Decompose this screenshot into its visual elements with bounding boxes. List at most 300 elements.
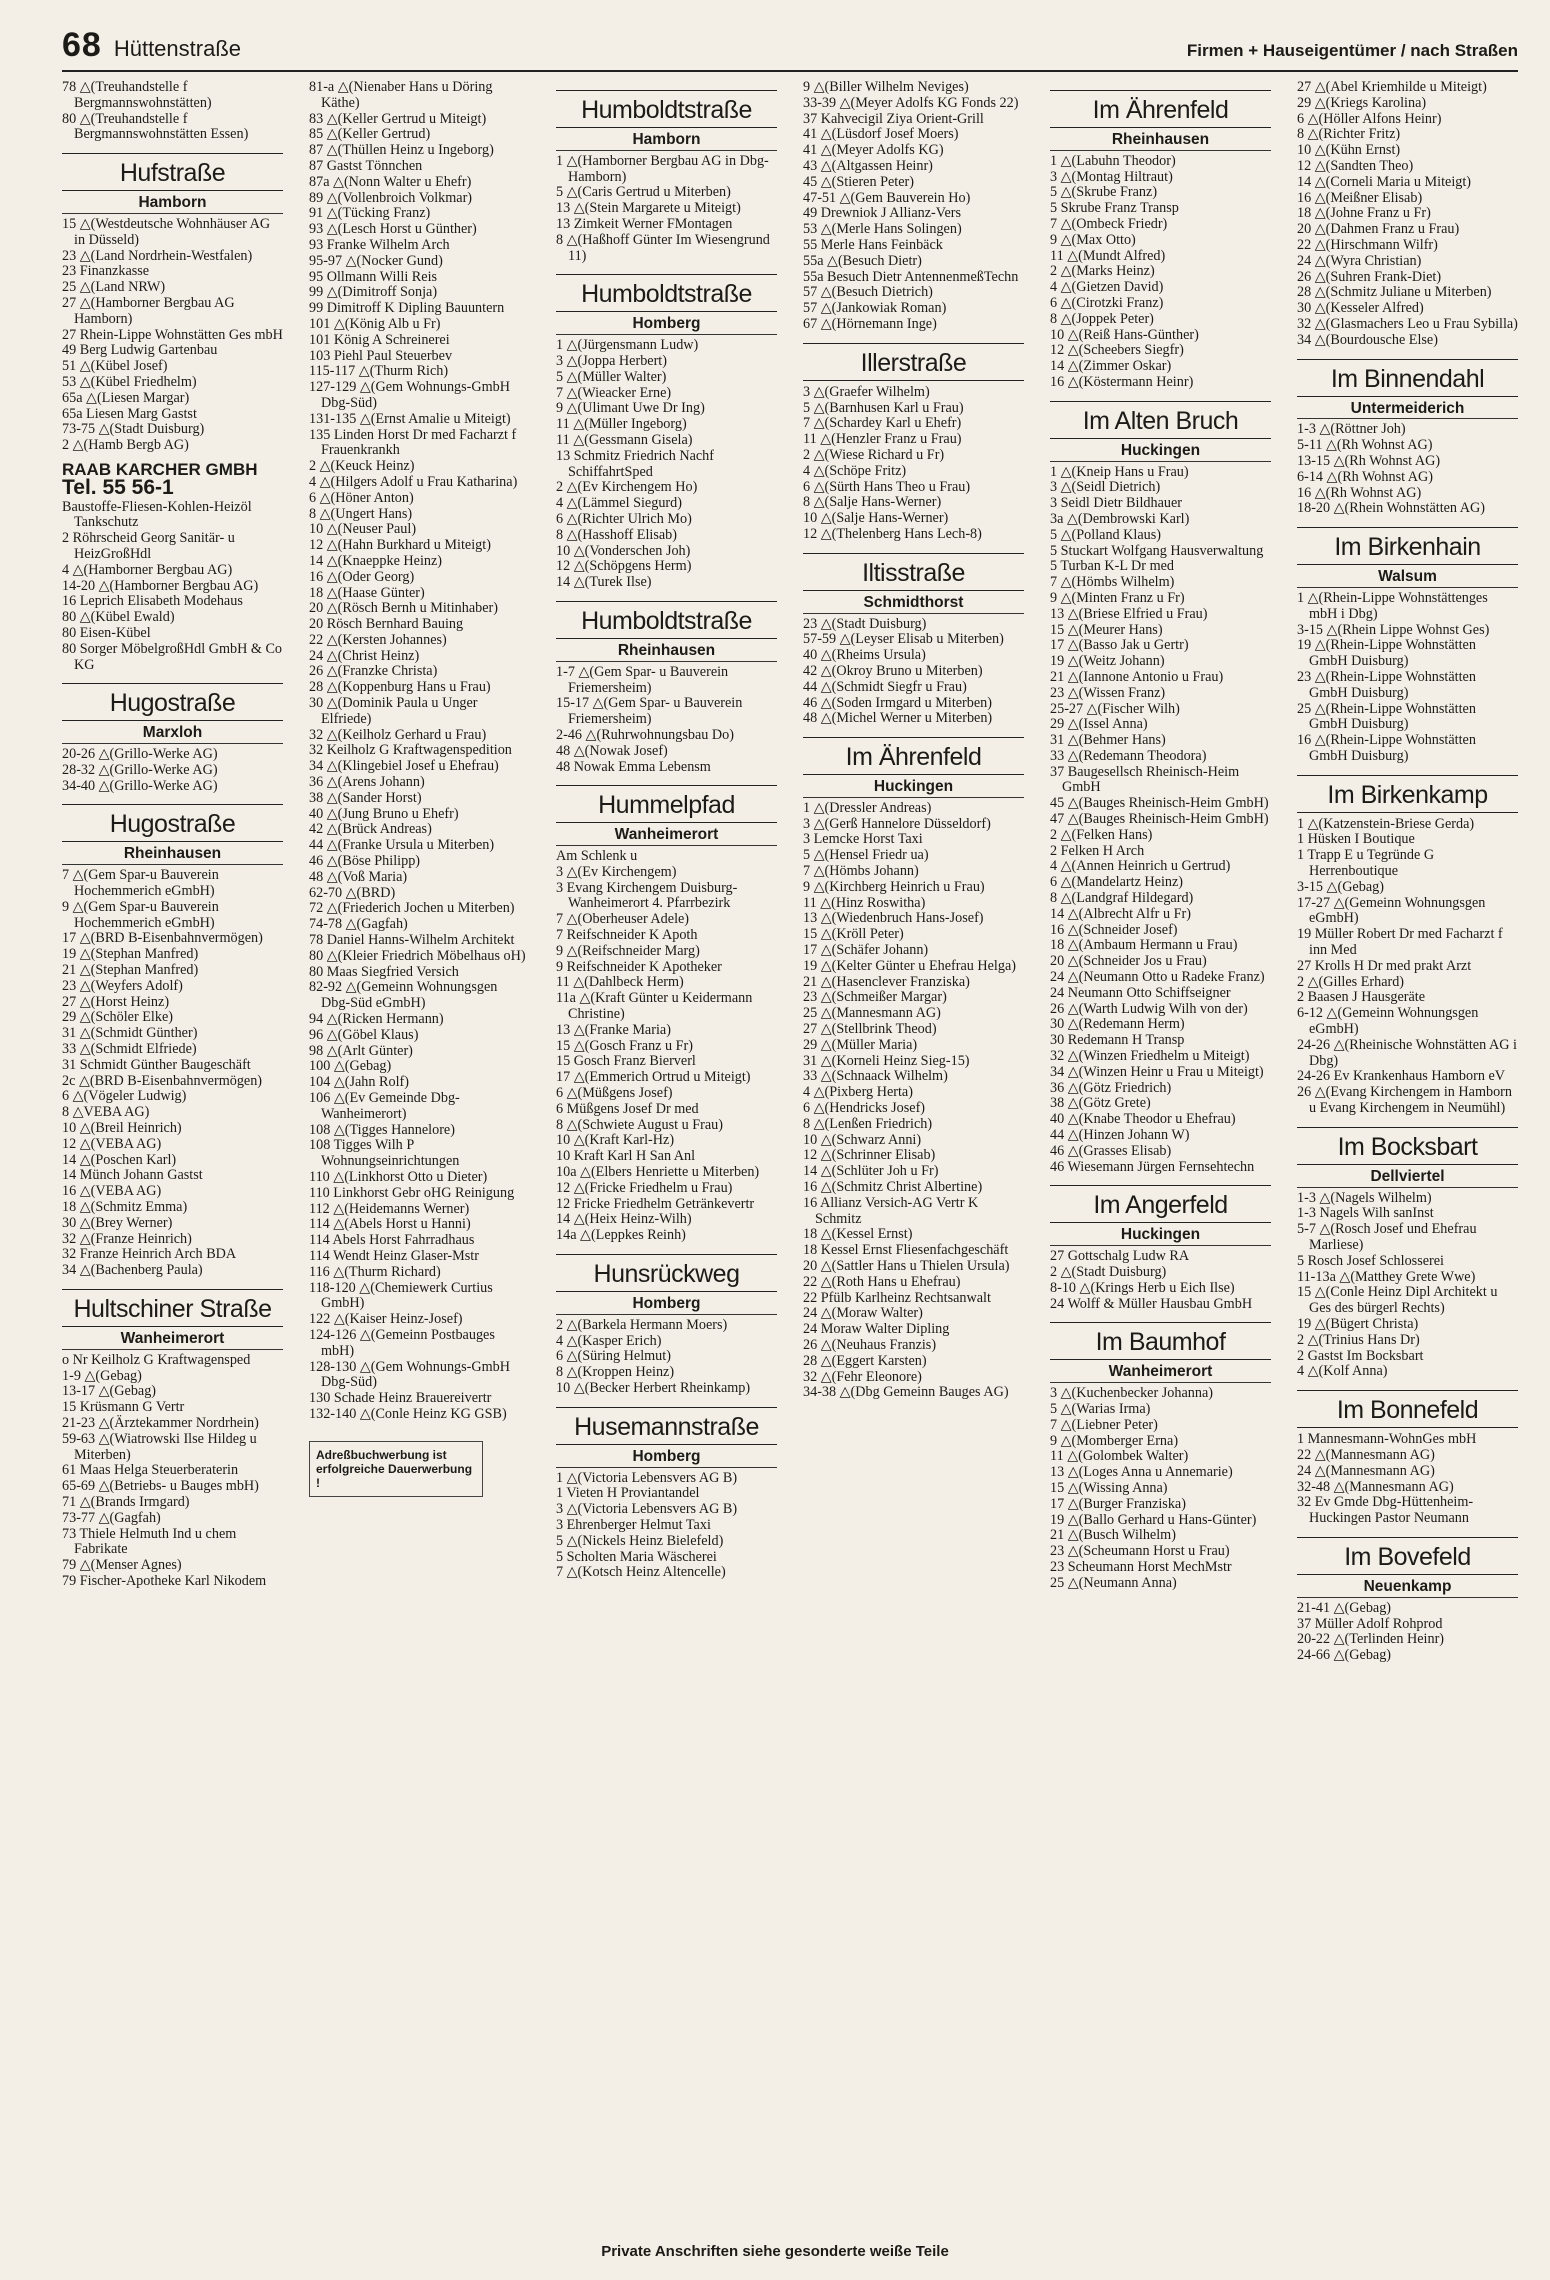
directory-entry: 40 △(Rheims Ursula)	[803, 647, 926, 664]
directory-entry: 122 △(Kaiser Heinz-Josef)	[309, 1311, 463, 1328]
directory-entry: 20 Rösch Bernhard Bauing	[309, 616, 464, 633]
directory-entry: 4 △(Hilgers Adolf u Frau Katharina)	[309, 473, 518, 490]
directory-entry: 15 Krüsmann G Vertr	[62, 1399, 185, 1416]
directory-entry: 12 △(VEBA AG)	[62, 1135, 162, 1152]
directory-entry: 25 △(Mannesmann AG)	[803, 1005, 941, 1022]
street-name: Im Ährenfeld	[1092, 96, 1229, 124]
street-heading	[556, 1254, 777, 1292]
directory-entry: 19 △(Bügert Christa)	[1297, 1316, 1419, 1332]
directory-entry: 20-26 △(Grillo-Werke AG)	[62, 746, 218, 763]
street-name: Im Birkenhain	[1334, 533, 1481, 562]
directory-entry: 31 △(Behmer Hans)	[1050, 732, 1166, 749]
directory-entry: 8 △(Salje Hans-Werner)	[803, 494, 942, 511]
directory-entry: 10 Kraft Karl H San Anl	[556, 1148, 696, 1165]
promo-box: Adreßbuchwerbung ist erfolgreiche Dauerwerbung !	[309, 1441, 483, 1497]
directory-entry: 22 △(Kersten Johannes)	[309, 631, 447, 648]
street-heading	[1050, 401, 1271, 439]
directory-entry: 115-117 △(Thurm Rich)	[309, 363, 449, 380]
directory-entry: 85 △(Keller Gertrud)	[309, 126, 431, 143]
directory-entry: 9 △(Momberger Erna)	[1050, 1432, 1179, 1449]
directory-entry: 2 △(Ev Kirchengem Ho)	[556, 479, 698, 496]
directory-entry: 91 △(Tücking Franz)	[309, 205, 431, 222]
directory-entry: 25 △(Land NRW)	[62, 279, 166, 296]
directory-entry: 8 △VEBA AG)	[62, 1104, 150, 1121]
directory-entry: 23 Scheumann Horst MechMstr	[1050, 1558, 1232, 1575]
directory-entry: 18-20 △(Rhein Wohnstätten AG)	[1297, 500, 1486, 517]
directory-entry: 27 Gottschalg Ludw RA	[1050, 1248, 1190, 1265]
directory-entry: 45 △(Stieren Peter)	[803, 173, 914, 190]
directory-columns	[62, 80, 1518, 2220]
directory-entry: 1-3 Nagels Wilh sanInst	[1297, 1205, 1434, 1222]
street-name: Im Alten Bruch	[1082, 406, 1239, 435]
directory-entry: 13 △(Briese Elfried u Frau)	[1050, 605, 1208, 622]
directory-entry: 106 △(Ev Gemeinde Dbg-Wanheimerort)	[309, 1090, 460, 1122]
directory-entry: 48 Nowak Emma Lebensm	[556, 758, 711, 775]
directory-entry: 16 △(Meißner Elisab)	[1297, 189, 1423, 206]
directory-entry: 12 △(Fricke Friedhelm u Frau)	[556, 1179, 733, 1196]
directory-entry: 24 △(Moraw Walter)	[803, 1305, 923, 1322]
directory-entry: 12 △(Sandten Theo)	[1297, 157, 1414, 174]
directory-entry: 71 △(Brands Irmgard)	[62, 1493, 190, 1510]
directory-entry: 2 △(Hamb Bergb AG)	[62, 437, 189, 454]
directory-entry: 14-20 △(Hamborner Bergbau AG)	[62, 577, 259, 594]
directory-entry: 24 Wolff & Müller Hausbau GmbH	[1050, 1295, 1253, 1312]
directory-entry: 7 △(Oberheuser Adele)	[556, 911, 690, 928]
directory-entry: 94 △(Ricken Hermann)	[309, 1011, 444, 1028]
directory-entry: 23 △(Scheumann Horst u Frau)	[1050, 1543, 1230, 1560]
directory-entry: 114 Wendt Heinz Glaser-Mstr	[309, 1247, 479, 1264]
directory-entry: 23 △(Stadt Duisburg)	[803, 615, 927, 632]
street-heading	[1297, 359, 1518, 397]
directory-entry: 8 △(Haßhoff Günter Im Wiesengrund 11)	[556, 231, 770, 264]
directory-entry: 3 △(Seidl Dietrich)	[1050, 479, 1161, 496]
directory-entry: 5-7 △(Rosch Josef und Ehefrau Marliese)	[1297, 1221, 1477, 1254]
directory-entry: 2 △(Gilles Erhard)	[1297, 973, 1405, 990]
directory-entry: 15 △(Conle Heinz Dipl Architekt u Ges des bürgerl Rechts)	[1297, 1284, 1498, 1317]
directory-entry: 57 △(Jankowiak Roman)	[803, 300, 947, 317]
directory-entry: 30 △(Kesseler Alfred)	[1297, 300, 1424, 317]
directory-entry: 4 △(Lämmel Siegurd)	[556, 495, 682, 512]
directory-entry: 55 Merle Hans Feinbäck	[803, 236, 943, 253]
directory-entry: 25-27 △(Fischer Wilh)	[1050, 700, 1180, 717]
directory-entry: 34-40 △(Grillo-Werke AG)	[62, 777, 218, 794]
directory-entry: 65a △(Liesen Margar)	[62, 389, 190, 406]
directory-entry: 24 Moraw Walter Dipling	[803, 1321, 950, 1338]
directory-entry: 1 △(Katzenstein-Briese Gerda)	[1297, 815, 1475, 832]
directory-entry: 135 Linden Horst Dr med Facharzt f Frauenkrankh	[309, 426, 517, 459]
directory-entry: 46 △(Grasses Elisab)	[1050, 1142, 1172, 1159]
directory-entry: 6 △(Höller Alfons Heinr)	[1297, 110, 1442, 127]
directory-entry: 15 △(Wissing Anna)	[1050, 1479, 1168, 1496]
directory-entry: 22 △(Roth Hans u Ehefrau)	[803, 1273, 961, 1290]
street-name: Im Bovefeld	[1344, 1542, 1471, 1571]
directory-entry: 11 △(Dahlbeck Herm)	[556, 974, 684, 991]
street-name: Im Binnendahl	[1330, 364, 1485, 393]
directory-entry: 110 △(Linkhorst Otto u Dieter)	[309, 1168, 488, 1185]
directory-entry: 114 △(Abels Horst u Hanni)	[309, 1216, 471, 1233]
directory-entry: 28 △(Koppenburg Hans u Frau)	[309, 679, 491, 696]
directory-entry: 44 △(Hinzen Johann W)	[1050, 1127, 1190, 1144]
directory-entry: 42 △(Brück Andreas)	[309, 821, 432, 838]
directory-entry: 12 △(Hahn Burkhard u Miteigt)	[309, 537, 491, 554]
street-name: Hummelpfad	[598, 791, 735, 820]
directory-entry: 16 △(Rhein-Lippe Wohnstätten GmbH Duisburg)	[1297, 732, 1476, 764]
directory-entry: 49 Berg Ludwig Gartenbau	[62, 342, 218, 359]
directory-entry: 6 △(Süring Helmut)	[556, 1348, 671, 1365]
directory-entry: 3 Lemcke Horst Taxi	[803, 831, 923, 848]
directory-entry: 5 △(Barnhusen Karl u Frau)	[803, 399, 964, 416]
district-heading: Rheinhausen	[556, 643, 777, 662]
directory-entry: 16 △(Köstermann Heinr)	[1050, 373, 1194, 390]
directory-entry: 15 △(Gosch Franz u Fr)	[556, 1037, 693, 1054]
directory-entry: 16 △(Rh Wohnst AG)	[1297, 484, 1422, 501]
directory-entry: 5 Skrube Franz Transp	[1050, 200, 1179, 217]
directory-entry: 14 △(Zimmer Oskar)	[1050, 358, 1172, 375]
directory-entry: 5 △(Müller Walter)	[556, 368, 667, 385]
district-heading: Wanheimerort	[62, 1331, 283, 1350]
directory-entry: 6 △(Müßgens Josef)	[556, 1085, 673, 1102]
street-heading	[62, 153, 283, 191]
directory-entry: 5 △(Warias Irma)	[1050, 1400, 1151, 1417]
directory-entry: 23 △(Rhein-Lippe Wohnstätten GmbH Duisburg)	[1297, 668, 1476, 701]
directory-entry: 13 △(Loges Anna u Annemarie)	[1050, 1464, 1233, 1481]
directory-entry: 10 △(Kühn Ernst)	[1297, 142, 1401, 159]
directory-entry: 3-15 △(Rhein Lippe Wohnst Ges)	[1297, 621, 1490, 638]
directory-entry: 27 △(Horst Heinz)	[62, 993, 170, 1010]
directory-entry: 32 Keilholz G Kraftwagenspedition	[309, 742, 512, 759]
directory-entry: 8 △(Landgraf Hildegard)	[1050, 890, 1194, 907]
directory-entry: 110 Linkhorst Gebr oHG Reinigung	[309, 1184, 515, 1201]
directory-entry: 46 Wiesemann Jürgen Fernsehtechn	[1050, 1158, 1255, 1175]
directory-entry: 7 △(Hömbs Wilhelm)	[1050, 574, 1175, 591]
directory-entry: 87a △(Nonn Walter u Ehefr)	[309, 173, 472, 190]
directory-entry: 6 △(Mandelartz Heinz)	[1050, 874, 1184, 891]
directory-entry: 10 △(Breil Heinrich)	[62, 1120, 182, 1137]
directory-entry: 65a Liesen Marg Gastst	[62, 405, 197, 422]
directory-entry: 4 △(Schöpe Fritz)	[803, 462, 907, 479]
directory-entry: 13 Schmitz Friedrich Nachf SchiffahrtSped	[556, 447, 714, 480]
directory-entry: 32 Franze Heinrich Arch BDA	[62, 1246, 237, 1263]
directory-entry: 2-46 △(Ruhrwohnungsbau Do)	[556, 726, 734, 743]
directory-entry: 5 △(Polland Klaus)	[1050, 526, 1161, 543]
directory-entry: 22 △(Hirschmann Wilfr)	[1297, 236, 1438, 253]
directory-entry: 18 △(Kessel Ernst)	[803, 1226, 913, 1243]
street-name: Im Bocksbart	[1337, 1132, 1478, 1161]
directory-entry: 14 △(Albrecht Alfr u Fr)	[1050, 905, 1191, 922]
directory-entry: 1 △(Victoria Lebensvers AG B)	[556, 1469, 738, 1486]
advert-phone: Tel. 55 56-1	[62, 475, 174, 499]
directory-entry: 24-26 Ev Krankenhaus Hamborn eV	[1297, 1068, 1506, 1085]
street-name: Hugostraße	[109, 689, 236, 718]
directory-entry: 48 △(Voß Maria)	[309, 868, 408, 885]
directory-entry: 8 △(Hasshoff Elisab)	[556, 526, 677, 543]
directory-entry: 10 △(Salje Hans-Werner)	[803, 510, 949, 527]
directory-entry: 96 △(Göbel Klaus)	[309, 1026, 419, 1043]
directory-entry: 55a Besuch Dietr AntennenmeßTechn	[803, 268, 1019, 285]
directory-entry: 7 △(Gem Spar-u Bauverein Hochemmerich eGmbH)	[62, 867, 219, 900]
directory-entry: 1 Trapp E u Tegründe G Herrenboutique	[1297, 847, 1435, 880]
directory-entry: 36 △(Arens Johann)	[309, 774, 425, 791]
directory-entry: 2 △(Wiese Richard u Fr)	[803, 446, 945, 463]
directory-entry: 33-39 △(Meyer Adolfs KG Fonds 22)	[803, 94, 1019, 111]
directory-entry: 80 Eisen-Kübel	[62, 624, 151, 641]
directory-entry: 33 △(Schmidt Elfriede)	[62, 1041, 197, 1058]
directory-entry: 14 Münch Johann Gastst	[62, 1167, 203, 1184]
directory-entry: o Nr Keilholz G Kraftwagensped	[62, 1351, 251, 1368]
directory-entry: 32 △(Glasmachers Leo u Frau Sybilla)	[1297, 315, 1518, 332]
street-name: Im Birkenkamp	[1327, 780, 1488, 809]
directory-entry: 10 △(Kraft Karl-Hz)	[556, 1132, 675, 1149]
directory-entry: 6-14 △(Rh Wohnst AG)	[1297, 468, 1434, 485]
column-3	[556, 80, 777, 2220]
directory-entry: 15 △(Meurer Hans)	[1050, 621, 1163, 638]
directory-entry: 17 △(Schäfer Johann)	[803, 942, 929, 959]
district-heading: Homberg	[556, 316, 777, 335]
directory-entry: 34 △(Klingebiel Josef u Ehefrau)	[309, 758, 499, 775]
directory-entry: 34-38 △(Dbg Gemeinn Bauges AG)	[803, 1384, 1009, 1401]
directory-entry: 79 Fischer-Apotheke Karl Nikodem	[62, 1572, 267, 1589]
directory-entry: 16 △(VEBA AG)	[62, 1183, 162, 1200]
street-name: Illerstraße	[860, 348, 967, 377]
directory-entry: 26 △(Neuhaus Franzis)	[803, 1336, 937, 1353]
directory-entry: 114 Abels Horst Fahrradhaus	[309, 1232, 475, 1249]
district-heading: Wanheimerort	[556, 827, 777, 846]
directory-entry: 80 △(Kübel Ewald)	[62, 609, 175, 626]
district-heading: Marxloh	[62, 725, 283, 744]
directory-entry: 27 Krolls H Dr med prakt Arzt	[1297, 957, 1472, 974]
directory-entry: 16 △(Schmitz Christ Albertine)	[803, 1179, 983, 1196]
directory-entry: 65-69 △(Betriebs- u Bauges mbH)	[62, 1478, 259, 1495]
directory-entry: 12 △(Thelenberg Hans Lech-8)	[803, 525, 982, 542]
directory-entry: 49 Drewniok J Allianz-Vers	[803, 205, 962, 222]
directory-entry: 3 Ehrenberger Helmut Taxi	[556, 1516, 711, 1533]
directory-entry: 73 Thiele Helmuth Ind u chem Fabrikate	[62, 1525, 237, 1558]
directory-entry: 18 △(Haase Günter)	[309, 584, 425, 601]
directory-entry: 81-a △(Nienaber Hans u Döring Käthe)	[309, 80, 493, 111]
directory-entry: 7 △(Hömbs Johann)	[803, 863, 919, 880]
directory-entry: 31 △(Korneli Heinz Sieg-15)	[803, 1052, 970, 1069]
street-heading	[803, 553, 1024, 591]
street-name: Hugostraße	[109, 810, 236, 839]
directory-entry: 8 △(Joppek Peter)	[1050, 310, 1154, 327]
directory-entry: 1 △(Labuhn Theodor)	[1050, 152, 1176, 169]
directory-entry: 24 △(Neumann Otto u Radeke Franz)	[1050, 969, 1265, 986]
district-heading: Hamborn	[62, 195, 283, 214]
directory-entry: 99 △(Dimitroff Sonja)	[309, 284, 438, 301]
directory-entry: 34 △(Bourdousche Else)	[1297, 331, 1438, 348]
directory-entry: 48 △(Michel Werner u Miterben)	[803, 710, 993, 727]
directory-entry: 8-10 △(Krings Herb u Eich Ilse)	[1050, 1279, 1235, 1296]
directory-entry: 9 △(Biller Wilhelm Neviges)	[803, 80, 969, 95]
directory-entry: Am Schlenk u	[556, 848, 638, 865]
street-heading	[556, 785, 777, 823]
district-heading: Homberg	[556, 1296, 777, 1315]
directory-entry: 26 △(Warth Ludwig Wilh von der)	[1050, 1000, 1248, 1017]
directory-entry: 6-12 △(Gemeinn Wohnungsgen eGmbH)	[1297, 1005, 1479, 1038]
directory-entry: 33 △(Schnaack Wilhelm)	[803, 1068, 948, 1085]
directory-entry: 12 △(Schrinner Elisab)	[803, 1147, 936, 1164]
directory-entry: 4 △(Kasper Erich)	[556, 1332, 662, 1349]
directory-entry: 13 Zimkeit Werner FMontagen	[556, 215, 733, 232]
directory-entry: 7 △(Kotsch Heinz Altencelle)	[556, 1564, 726, 1581]
directory-entry: 93 Franke Wilhelm Arch	[309, 236, 450, 253]
street-name: Im Ährenfeld	[845, 743, 982, 772]
district-heading: Huckingen	[1050, 443, 1271, 462]
directory-entry: 20 △(Rösch Bernh u Mitinhaber)	[309, 600, 499, 617]
directory-entry: 1 Vieten H Proviantandel	[556, 1485, 700, 1502]
directory-entry: 14 △(Poschen Karl)	[62, 1151, 177, 1168]
street-name: Humboldtstraße	[581, 96, 752, 124]
directory-entry: 5 Scholten Maria Wäscherei	[556, 1548, 717, 1565]
directory-entry: 6 △(Vögeler Ludwig)	[62, 1088, 187, 1105]
directory-entry: 42 △(Okroy Bruno u Miterben)	[803, 662, 983, 679]
directory-entry: 16 △(Oder Georg)	[309, 568, 415, 585]
directory-entry: 22 △(Mannesmann AG)	[1297, 1446, 1435, 1463]
directory-entry: 18 △(Johne Franz u Fr)	[1297, 205, 1431, 222]
street-heading	[1297, 1127, 1518, 1165]
directory-entry: 32 △(Winzen Friedhelm u Miteigt)	[1050, 1048, 1250, 1065]
directory-entry: 2 △(Barkela Hermann Moers)	[556, 1316, 728, 1333]
directory-entry: 127-129 △(Gem Wohnungs-GmbH Dbg-Süd)	[309, 379, 511, 411]
directory-entry: 103 Piehl Paul Steuerbev	[309, 347, 453, 364]
directory-entry: 9 △(Reifschneider Marg)	[556, 942, 700, 959]
district-heading: Hamborn	[556, 132, 777, 151]
directory-entry: 33 △(Redemann Theodora)	[1050, 747, 1207, 764]
directory-entry: 130 Schade Heinz Brauereivertr	[309, 1390, 492, 1407]
directory-entry: 23 △(Land Nordrhein-Westfalen)	[62, 247, 253, 264]
directory-entry: 80 Sorger MöbelgroßHdl GmbH & Co KG	[62, 640, 283, 673]
directory-entry: 2 △(Stadt Duisburg)	[1050, 1264, 1167, 1280]
directory-entry: 47 △(Bauges Rheinisch-Heim GmbH)	[1050, 811, 1269, 828]
directory-entry: 24 △(Mannesmann AG)	[1297, 1462, 1435, 1479]
directory-entry: 32 △(Keilholz Gerhard u Frau)	[309, 726, 487, 743]
district-heading: Schmidthorst	[803, 595, 1024, 614]
directory-entry: 89 △(Vollenbroich Volkmar)	[309, 189, 473, 206]
directory-entry: 9 △(Kirchberg Heinrich u Frau)	[803, 878, 985, 895]
directory-entry: 27 Rhein-Lippe Wohnstätten Ges mbH	[62, 326, 283, 343]
page-footer: Private Anschriften siehe gesonderte weiße Teile	[601, 2243, 949, 2260]
directory-entry: 32 Ev Gmde Dbg-Hüttenheim-Huckingen Pastor Neumann	[1297, 1494, 1474, 1527]
directory-entry: 98 △(Arlt Günter)	[309, 1042, 413, 1059]
directory-entry: 3 △(Graefer Wilhelm)	[803, 383, 930, 400]
directory-entry: 2 Baasen J Hausgeräte	[1297, 989, 1426, 1006]
directory-entry: 27 △(Abel Kriemhilde u Miteigt)	[1297, 80, 1487, 95]
directory-entry: 23 △(Weyfers Adolf)	[62, 977, 183, 994]
directory-entry: 95-97 △(Nocker Gund)	[309, 252, 443, 269]
directory-entry: 20 △(Schneider Jos u Frau)	[1050, 953, 1207, 970]
directory-entry: 1 △(Hamborner Bergbau AG in Dbg-Hamborn)	[556, 152, 769, 185]
directory-entry: 87 △(Thüllen Heinz u Ingeborg)	[309, 142, 494, 159]
directory-entry: 3 Evang Kirchengem Duisburg-Wanheimerort 4. Pfarrbezirk	[556, 879, 738, 912]
directory-entry: 6 △(Richter Ulrich Mo)	[556, 510, 692, 527]
directory-entry: 6 △(Sürth Hans Theo u Frau)	[803, 478, 971, 495]
column-2	[309, 80, 530, 2220]
directory-entry: 1-3 △(Nagels Wilhelm)	[1297, 1189, 1432, 1206]
directory-entry: 3 △(Montag Hiltraut)	[1050, 168, 1173, 185]
directory-entry: 41 △(Meyer Adolfs KG)	[803, 142, 944, 159]
directory-entry: 32-48 △(Mannesmann AG)	[1297, 1478, 1454, 1495]
directory-entry: 38 △(Sander Horst)	[309, 789, 422, 806]
directory-entry: 14 △(Corneli Maria u Miteigt)	[1297, 173, 1472, 190]
directory-entry: 22 Pfülb Karlheinz Rechtsanwalt	[803, 1289, 991, 1306]
column-1	[62, 80, 283, 2220]
directory-entry: 47-51 △(Gem Bauverein Ho)	[803, 189, 971, 206]
directory-entry: 8 △(Richter Fritz)	[1297, 126, 1401, 143]
directory-entry: 104 △(Jahn Rolf)	[309, 1074, 409, 1091]
directory-entry: 23 Finanzkasse	[62, 263, 150, 280]
directory-entry: 38 △(Götz Grete)	[1050, 1095, 1151, 1112]
directory-entry: 101 König A Schreinerei	[309, 331, 450, 348]
column-6	[1297, 80, 1518, 2220]
directory-entry: 16 Leprich Elisabeth Modehaus	[62, 593, 243, 610]
directory-entry: 19 Müller Robert Dr med Facharzt f inn Med	[1297, 926, 1503, 959]
directory-entry: 13-17 △(Gebag)	[62, 1383, 157, 1400]
directory-entry: 3a △(Dembrowski Karl)	[1050, 510, 1190, 527]
directory-entry: 16 Allianz Versich-AG Vertr K Schmitz	[803, 1194, 979, 1227]
directory-entry: 12 △(Scheebers Siegfr)	[1050, 342, 1184, 359]
directory-entry: 93 △(Lesch Horst u Günther)	[309, 221, 477, 238]
directory-entry: 16 △(Schneider Josef)	[1050, 921, 1178, 938]
directory-entry: 2 △(Felken Hans)	[1050, 826, 1153, 843]
directory-entry: 82-92 △(Gemeinn Wohnungsgen Dbg-Süd eGmbH)	[309, 979, 498, 1012]
directory-entry: 24 △(Wyra Christian)	[1297, 252, 1422, 269]
directory-entry: 30 △(Redemann Herm)	[1050, 1016, 1185, 1033]
directory-entry: 21-41 △(Gebag)	[1297, 1599, 1392, 1616]
directory-entry: 34 △(Winzen Heinr u Frau u Miteigt)	[1050, 1063, 1264, 1080]
directory-entry: 2 △(Marks Heinz)	[1050, 263, 1155, 280]
street-heading	[556, 90, 777, 128]
directory-entry: 25 △(Neumann Anna)	[1050, 1574, 1177, 1591]
directory-entry: 3 △(Gerß Hannelore Düsseldorf)	[803, 815, 991, 832]
street-name: Hultschiner Straße	[73, 1295, 272, 1323]
directory-entry: 26 △(Suhren Frank-Diet)	[1297, 268, 1442, 285]
directory-entry: 21-23 △(Ärztekammer Nordrhein)	[62, 1414, 259, 1431]
directory-entry: 118-120 △(Chemiewerk Curtius GmbH)	[309, 1279, 493, 1312]
directory-entry: 10 △(Becker Herbert Rheinkamp)	[556, 1380, 751, 1396]
directory-entry: 36 △(Götz Friedrich)	[1050, 1079, 1172, 1096]
directory-entry: 78 △(Treuhandstelle f Bergmannswohnstätten)	[62, 80, 212, 111]
directory-entry: 21 △(Stephan Manfred)	[62, 962, 199, 979]
directory-entry: 79 △(Menser Agnes)	[62, 1557, 182, 1574]
directory-entry: 57 △(Besuch Dietrich)	[803, 284, 933, 301]
district-heading: Rheinhausen	[1050, 132, 1271, 151]
directory-entry: 2 △(Keuck Heinz)	[309, 458, 415, 475]
directory-entry: 18 △(Ambaum Hermann u Frau)	[1050, 937, 1238, 954]
directory-entry: 3 △(Kuchenbecker Johanna)	[1050, 1385, 1213, 1402]
directory-entry: 17 △(Burger Franziska)	[1050, 1495, 1186, 1512]
directory-entry: 30 △(Dominik Paula u Unger Elfriede)	[309, 695, 478, 727]
directory-entry: 80 △(Kleier Friedrich Möbelhaus oH)	[309, 947, 526, 964]
directory-entry: 13-15 △(Rh Wohnst AG)	[1297, 452, 1441, 469]
directory-entry: 32 △(Fehr Eleonore)	[803, 1368, 922, 1385]
directory-entry: 24 △(Christ Heinz)	[309, 647, 420, 664]
directory-entry: 6 △(Cirotzki Franz)	[1050, 294, 1164, 311]
directory-entry: 29 △(Kriegs Karolina)	[1297, 94, 1427, 111]
directory-entry: 28 △(Schmitz Juliane u Miterben)	[1297, 284, 1492, 301]
directory-entry: 11-13a △(Matthey Grete Wwe)	[1297, 1268, 1476, 1285]
directory-entry: 11 △(Gessmann Gisela)	[556, 431, 693, 448]
district-heading: Huckingen	[803, 779, 1024, 798]
district-heading: Dellviertel	[1297, 1169, 1518, 1188]
street-heading	[803, 343, 1024, 381]
directory-entry: 8 △(Ungert Hans)	[309, 505, 413, 522]
directory-entry: 20 △(Dahmen Franz u Frau)	[1297, 221, 1460, 238]
directory-entry: 7 △(Ombeck Friedr)	[1050, 215, 1168, 232]
directory-entry: 29 △(Schöler Elke)	[62, 1009, 173, 1026]
district-heading: Wanheimerort	[1050, 1364, 1271, 1383]
directory-entry: 5-11 △(Rh Wohnst AG)	[1297, 437, 1433, 454]
directory-entry: 8 △(Lenßen Friedrich)	[803, 1115, 933, 1132]
